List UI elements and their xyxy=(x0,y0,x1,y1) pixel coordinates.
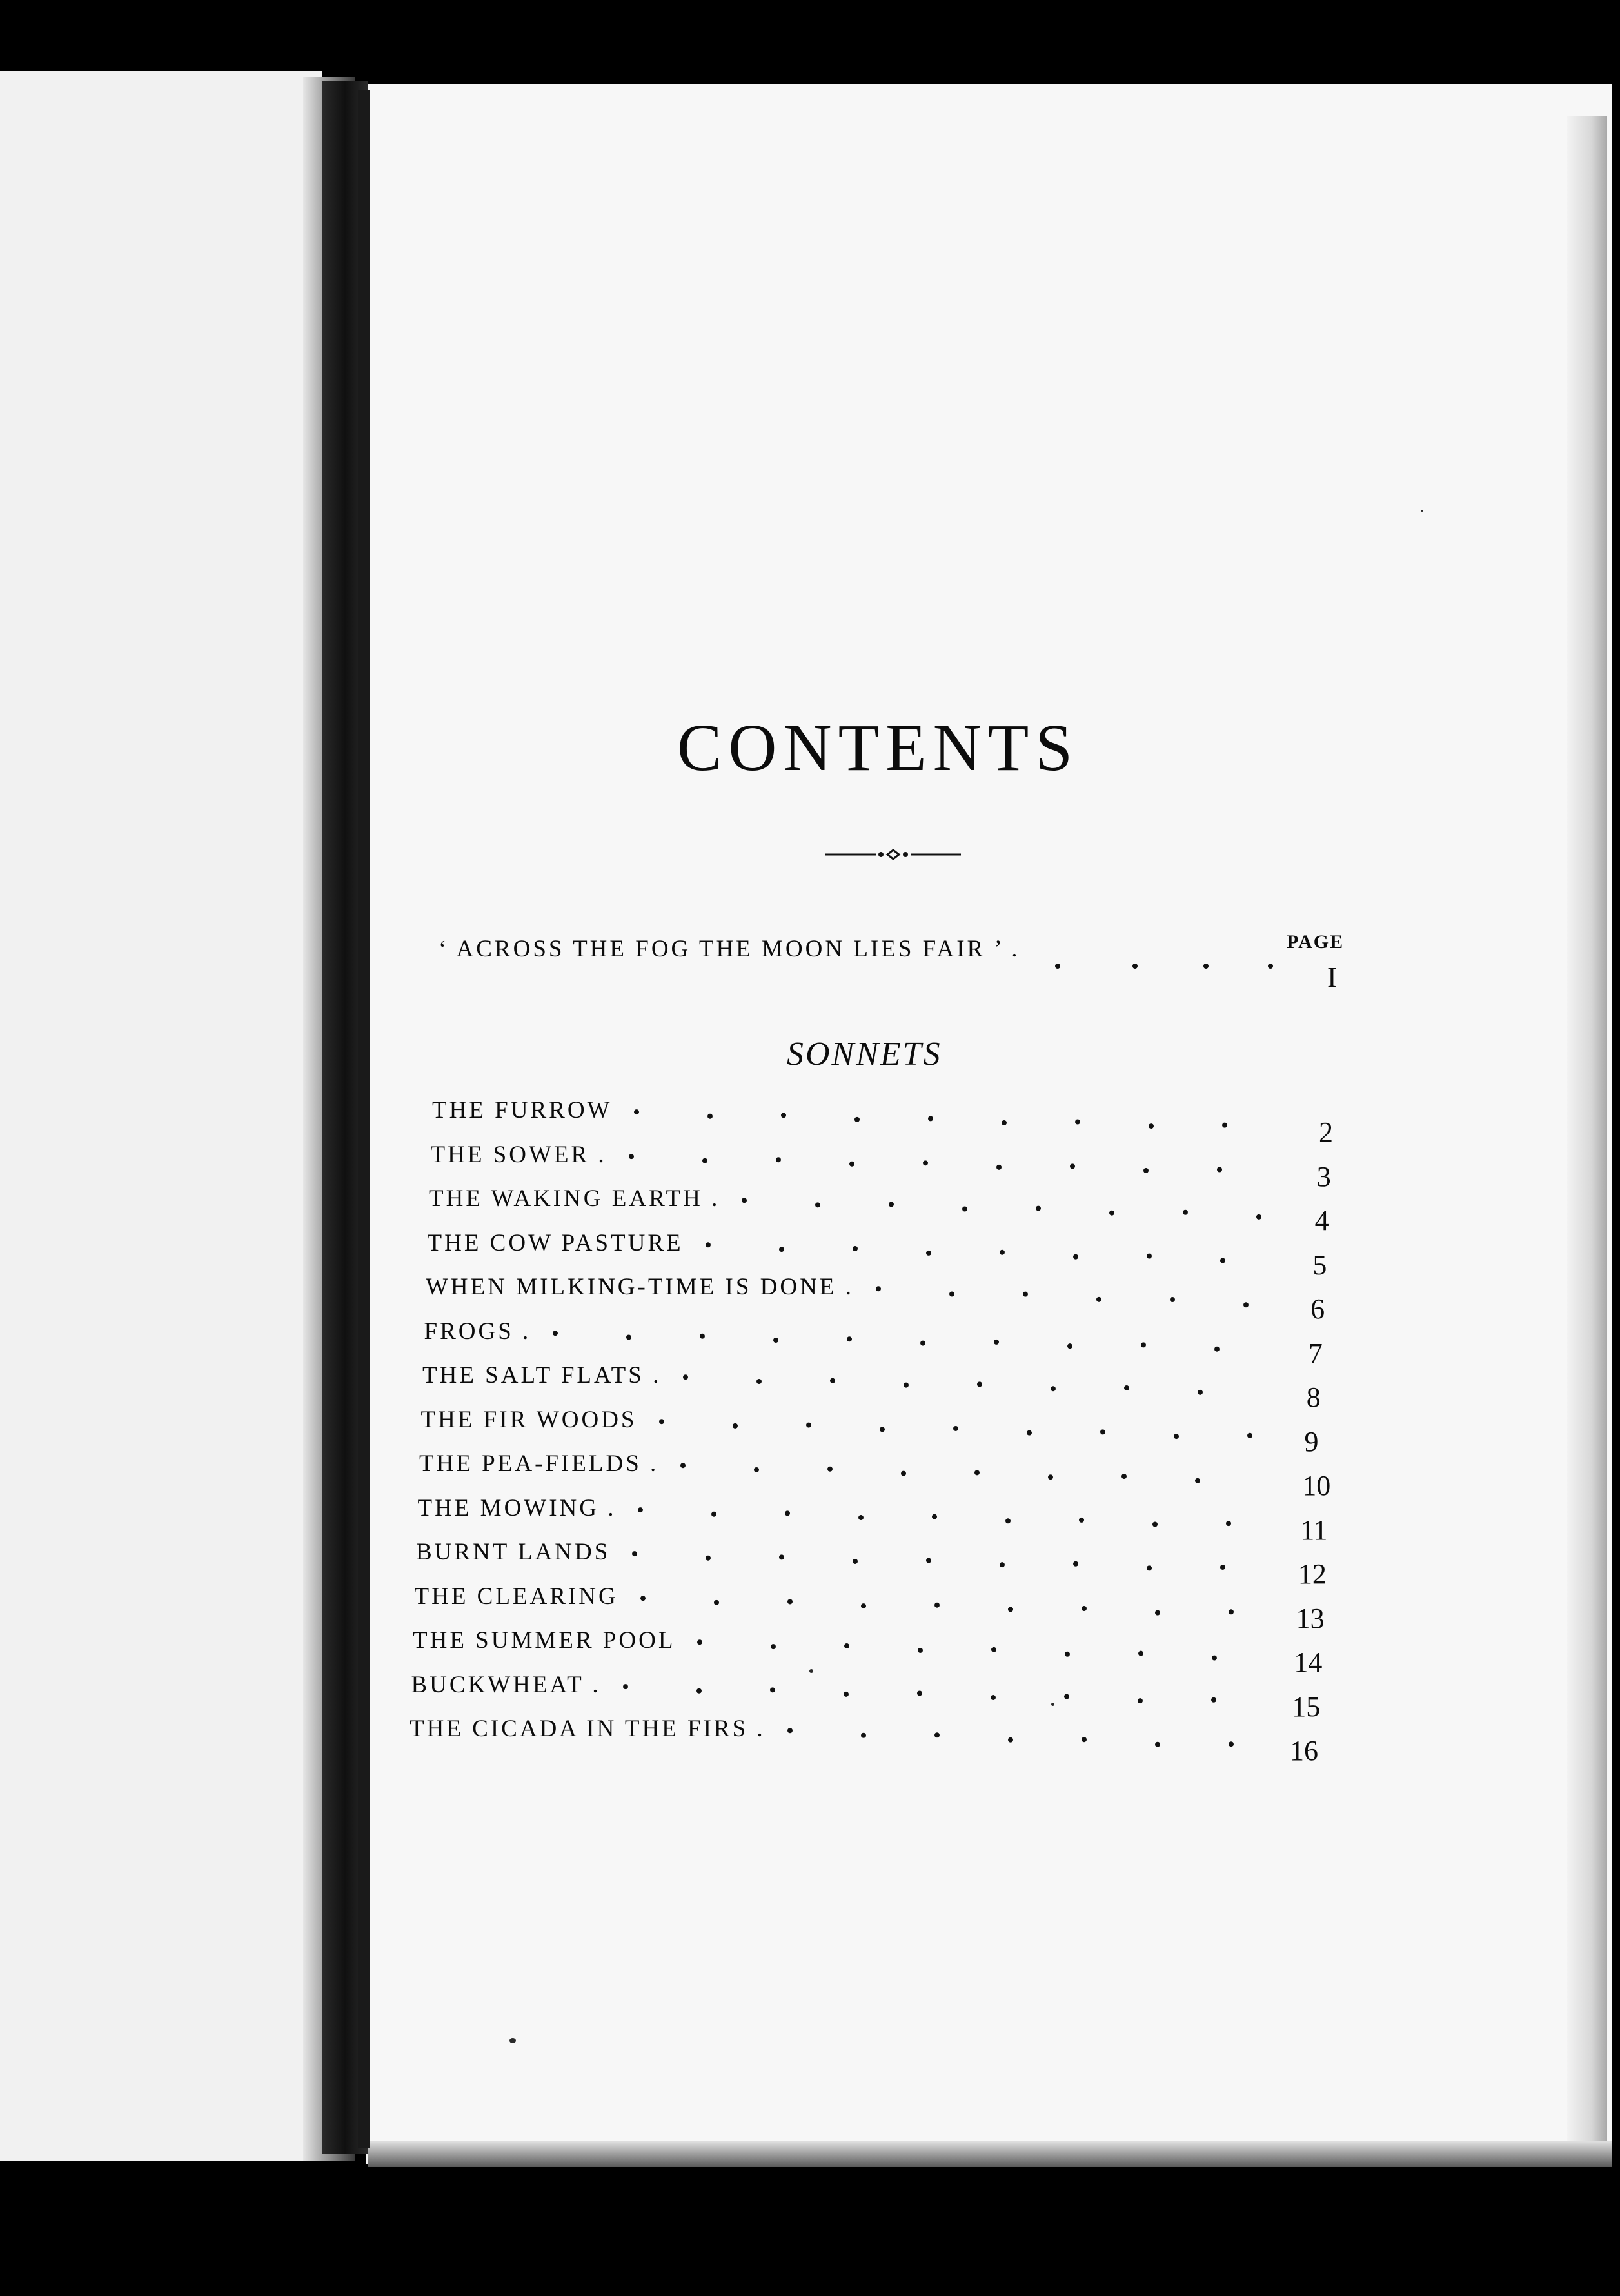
leader-dot xyxy=(714,1599,719,1605)
leader-dot xyxy=(1070,1163,1075,1169)
toc-entry-title: THE SALT FLATS . xyxy=(422,1362,662,1389)
scan-speck xyxy=(809,1669,813,1673)
leader-dot xyxy=(754,1467,759,1472)
leader-dot xyxy=(953,1425,958,1430)
leader-dot xyxy=(1073,1561,1078,1567)
leader-dot xyxy=(974,1470,980,1475)
leader-dot xyxy=(1141,1342,1146,1347)
leader-dot xyxy=(849,1161,854,1166)
leader-dot xyxy=(1082,1737,1087,1742)
toc-entry-page: 8 xyxy=(1306,1381,1321,1413)
leader-dot xyxy=(926,1558,931,1563)
leader-dot xyxy=(1064,1694,1069,1699)
leader-dot xyxy=(1065,1652,1070,1657)
leader-dot xyxy=(1217,1167,1222,1172)
leader-dot xyxy=(623,1684,628,1689)
toc-dot-leader xyxy=(680,1368,1257,1404)
toc-entry-page: 13 xyxy=(1296,1602,1325,1634)
leader-dot xyxy=(1243,1302,1249,1307)
toc-dot-leader xyxy=(631,1103,1264,1139)
leader-dot xyxy=(876,1286,881,1291)
section-heading: SONNETS xyxy=(787,1036,942,1073)
leader-dot xyxy=(1051,1386,1056,1391)
leader-dot xyxy=(1155,1742,1160,1747)
leader-dot xyxy=(1082,1605,1087,1610)
leader-dot xyxy=(949,1291,954,1296)
leader-dot xyxy=(1229,1609,1234,1614)
leader-dot xyxy=(1067,1343,1072,1349)
leader-dot xyxy=(707,1114,713,1119)
leader-dot xyxy=(1247,1432,1252,1438)
toc-dot-leader xyxy=(638,1589,1252,1625)
leader-dot xyxy=(706,1242,711,1247)
frontispiece-title: ‘ ACROSS THE FOG THE MOON LIES FAIR ’ . xyxy=(439,936,1020,962)
leader-dot xyxy=(634,1109,639,1114)
toc-entry-page: 10 xyxy=(1302,1470,1331,1501)
leader-dot xyxy=(1100,1429,1105,1434)
leader-dot xyxy=(928,1116,933,1121)
toc-entry-page: 14 xyxy=(1294,1647,1323,1678)
toc-entry-title: WHEN MILKING-TIME IS DONE . xyxy=(426,1274,854,1300)
toc-entry-page: 15 xyxy=(1292,1690,1321,1723)
toc-entry-title: THE MOWING . xyxy=(417,1494,617,1521)
leader-dot xyxy=(827,1467,833,1472)
leader-dot xyxy=(889,1202,894,1207)
leader-dot xyxy=(1096,1297,1101,1302)
toc-entry-title: THE CICADA IN THE FIRS . xyxy=(410,1716,766,1742)
leader-dot xyxy=(1002,1120,1007,1125)
leader-dot xyxy=(853,1559,858,1564)
leader-dot xyxy=(787,1599,793,1604)
leader-dot xyxy=(901,1471,906,1476)
scan-speck xyxy=(1421,510,1423,512)
leader-dot xyxy=(1121,1474,1127,1479)
leader-dot xyxy=(994,1339,999,1344)
toc-dot-leader xyxy=(678,1456,1254,1492)
leader-dot xyxy=(640,1596,646,1601)
leader-dot xyxy=(683,1374,688,1380)
toc-dot-leader xyxy=(785,1721,1248,1757)
toc-dot-leader xyxy=(629,1545,1252,1581)
toc-entry-title: THE CLEARING xyxy=(414,1583,618,1610)
page-edge-shadow xyxy=(1567,116,1607,2148)
leader-dot xyxy=(853,1246,858,1251)
toc-entry-page: 2 xyxy=(1319,1116,1333,1148)
leader-dot xyxy=(1229,1741,1234,1747)
toc-dot-leader xyxy=(657,1412,1256,1449)
toc-entry-page: 5 xyxy=(1312,1249,1327,1281)
leader-dot xyxy=(1220,1258,1225,1263)
leader-dot xyxy=(1220,1565,1225,1570)
leader-dot xyxy=(1147,1565,1152,1570)
leader-dot xyxy=(626,1334,631,1340)
toc-entry-title: THE COW PASTURE xyxy=(427,1229,684,1256)
leader-dot xyxy=(1195,1478,1200,1483)
leader-dot xyxy=(1000,1249,1005,1254)
leader-dot xyxy=(830,1378,835,1383)
leader-dot xyxy=(711,1511,716,1516)
leader-dot xyxy=(779,1247,784,1252)
leader-dot xyxy=(1075,1120,1080,1125)
toc-entry-title: THE PEA-FIELDS . xyxy=(419,1450,659,1477)
leader-dot xyxy=(776,1157,781,1162)
leader-dot xyxy=(996,1164,1002,1169)
toc-dot-leader xyxy=(703,1236,1261,1272)
leader-dot xyxy=(632,1551,637,1556)
leader-dot xyxy=(697,1639,702,1645)
leader-dot xyxy=(1138,1651,1143,1656)
leader-dot xyxy=(844,1691,849,1696)
leader-dot xyxy=(1109,1211,1114,1216)
leader-dot xyxy=(880,1427,885,1432)
leader-dot xyxy=(771,1644,776,1649)
leader-dot xyxy=(696,1688,702,1693)
leader-dot xyxy=(844,1643,849,1648)
leader-dot xyxy=(1155,1610,1160,1615)
leader-dot xyxy=(858,1515,864,1520)
leader-dot xyxy=(702,1158,707,1163)
leader-dot xyxy=(1214,1346,1220,1351)
leader-dot xyxy=(1170,1297,1175,1302)
leader-dot xyxy=(923,1160,928,1165)
leader-dot xyxy=(1027,1430,1032,1435)
leader-dot xyxy=(1000,1562,1005,1567)
leader-dot xyxy=(977,1381,982,1387)
leader-dot xyxy=(659,1419,664,1424)
toc-entry-title: THE SUMMER POOL xyxy=(413,1627,676,1654)
toc-dot-leader xyxy=(739,1191,1261,1227)
leader-dot xyxy=(920,1340,925,1345)
page-bottom-shadow xyxy=(368,2141,1612,2167)
toc-entry-title: BUCKWHEAT . xyxy=(411,1671,601,1698)
leader-dot xyxy=(1211,1697,1216,1702)
toc-dot-leader xyxy=(626,1147,1263,1183)
leader-dot xyxy=(854,1117,860,1122)
leader-dot xyxy=(1212,1656,1217,1661)
frontispiece-page-number: I xyxy=(1327,962,1337,993)
leader-dot xyxy=(629,1154,634,1159)
leader-dot xyxy=(787,1728,793,1733)
leader-dot xyxy=(1147,1253,1152,1258)
toc-entry-page: 4 xyxy=(1314,1205,1329,1236)
leader-dot xyxy=(706,1556,711,1561)
leader-dot xyxy=(1023,1292,1028,1297)
leader-dot xyxy=(779,1554,784,1559)
leader-dot xyxy=(932,1514,937,1519)
leader-dot xyxy=(773,1338,778,1343)
leader-dot xyxy=(926,1250,931,1255)
leader-dot xyxy=(1183,1210,1188,1215)
toc-entry-title: THE WAKING EARTH . xyxy=(429,1185,720,1212)
leader-dot xyxy=(934,1732,940,1737)
scan-speck xyxy=(509,2038,516,2043)
toc-dot-leader xyxy=(550,1324,1258,1360)
leader-dot xyxy=(1152,1521,1158,1527)
toc-entry-title: THE FIR WOODS xyxy=(420,1406,637,1433)
page-title: CONTENTS xyxy=(677,711,1080,785)
leader-dot xyxy=(991,1647,996,1652)
leader-dot xyxy=(904,1383,909,1388)
toc-entry-page: 6 xyxy=(1310,1293,1325,1325)
leader-dot xyxy=(1079,1517,1084,1522)
leader-dot xyxy=(806,1422,811,1427)
leader-dot xyxy=(1222,1123,1227,1128)
leader-dot xyxy=(861,1603,866,1608)
toc-entry-page: 3 xyxy=(1316,1160,1331,1193)
leader-dot xyxy=(1048,1474,1053,1480)
leader-dot xyxy=(861,1733,866,1738)
toc-entry-page: 11 xyxy=(1300,1514,1328,1546)
left-blank-page xyxy=(0,71,322,2161)
leader-dot xyxy=(733,1423,738,1428)
scan-speck xyxy=(1051,1703,1054,1706)
leader-dot xyxy=(1226,1521,1231,1526)
leader-dot xyxy=(756,1379,762,1384)
toc-entry-page: 12 xyxy=(1298,1558,1327,1590)
leader-dot xyxy=(991,1695,996,1700)
leader-dot xyxy=(1256,1214,1261,1220)
leader-dot xyxy=(934,1602,940,1607)
toc-entry-page: 16 xyxy=(1290,1735,1318,1767)
gutter-edge xyxy=(358,90,370,2148)
toc-entry-title: THE FURROW xyxy=(432,1097,613,1123)
leader-dot xyxy=(962,1207,967,1212)
leader-dot xyxy=(1174,1434,1179,1439)
leader-dot xyxy=(700,1333,705,1338)
leader-dot xyxy=(742,1198,747,1203)
toc-entry-title: FROGS . xyxy=(424,1318,531,1345)
leader-dot xyxy=(638,1507,643,1512)
leader-dot xyxy=(1124,1385,1129,1390)
leader-dot xyxy=(815,1202,820,1207)
leader-dot xyxy=(1138,1698,1143,1703)
leader-dot xyxy=(781,1113,786,1118)
leader-dot xyxy=(680,1463,686,1468)
frontispiece-dot-leader xyxy=(1045,955,1277,974)
leader-dot xyxy=(1073,1254,1078,1259)
leader-dot xyxy=(917,1690,922,1696)
leader-dot xyxy=(785,1510,790,1516)
toc-entry-page: 7 xyxy=(1308,1337,1323,1369)
leader-dot xyxy=(1143,1167,1149,1173)
leader-dot xyxy=(1198,1390,1203,1395)
leader-dot xyxy=(770,1687,775,1692)
leader-dot xyxy=(1005,1518,1011,1523)
leader-dot xyxy=(553,1331,558,1336)
toc-entry-title: BURNT LANDS xyxy=(416,1539,611,1565)
leader-dot xyxy=(1008,1607,1013,1612)
leader-dot xyxy=(847,1336,852,1341)
page-column-label: PAGE xyxy=(1287,931,1345,953)
toc-dot-leader xyxy=(695,1633,1250,1669)
leader-dot xyxy=(1008,1737,1013,1743)
toc-entry-title: THE SOWER . xyxy=(430,1141,607,1168)
title-ornament-rule xyxy=(825,845,961,864)
toc-dot-leader xyxy=(620,1677,1249,1714)
leader-dot xyxy=(1036,1206,1041,1211)
toc-entry-page: 9 xyxy=(1304,1425,1319,1458)
leader-dot xyxy=(918,1648,923,1653)
leader-dot xyxy=(1149,1123,1154,1129)
toc-dot-leader xyxy=(873,1280,1259,1316)
toc-dot-leader xyxy=(635,1501,1253,1537)
